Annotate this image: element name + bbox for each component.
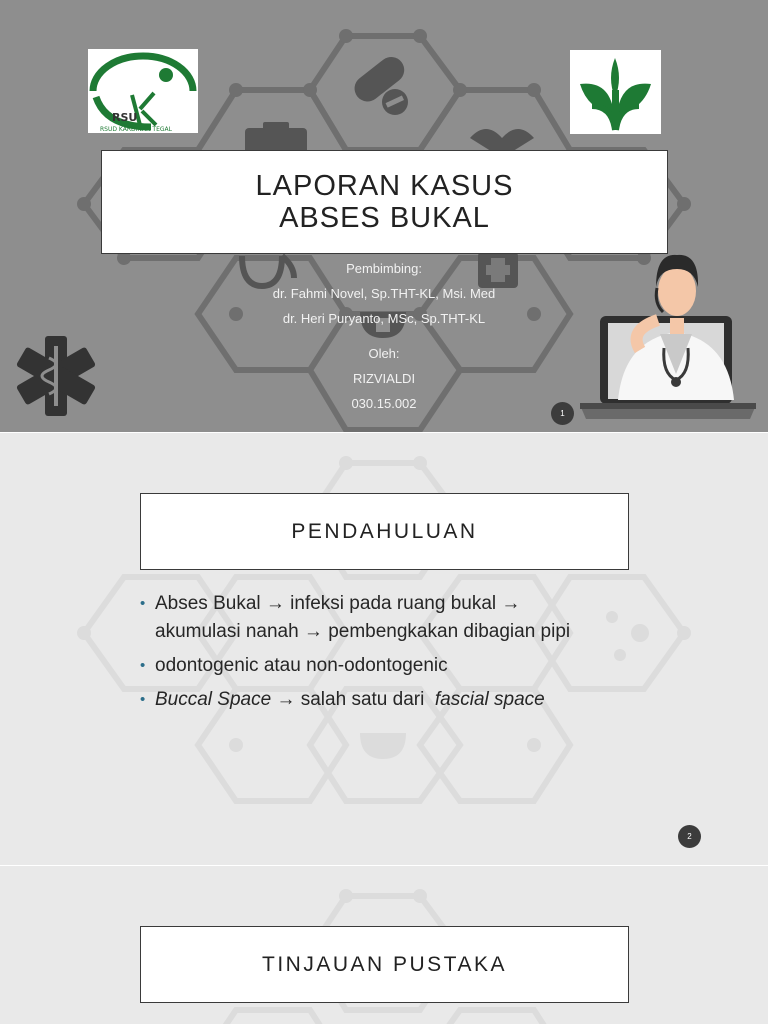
advisor-1: dr. Fahmi Novel, Sp.THT-KL, Msi. Med bbox=[272, 286, 496, 301]
university-logo bbox=[570, 50, 661, 134]
advisor-2: dr. Heri Puryanto, MSc, Sp.THT-KL bbox=[282, 311, 486, 326]
author-id: 030.15.002 bbox=[351, 396, 417, 411]
literature-review-slide bbox=[0, 866, 768, 1024]
bullet-dot-icon: • bbox=[140, 691, 146, 708]
author-label: Oleh: bbox=[368, 346, 400, 361]
list-item: • Abses Bukal → infeksi pada ruang bukal → akumulasi nanah → pembengkakan dibagian pipi bbox=[140, 590, 640, 646]
page-number: 2 bbox=[678, 825, 701, 848]
list-item: • Buccal Space → salah satu dari fascial space bbox=[140, 686, 640, 714]
title-line-1: LAPORAN KASUS bbox=[255, 170, 514, 202]
advisor-label: Pembimbing: bbox=[346, 261, 422, 276]
list-item: • odontogenic atau non-odontogenic bbox=[140, 652, 640, 680]
title-slide bbox=[0, 0, 768, 432]
introduction-slide bbox=[0, 433, 768, 865]
rsud-kardinah-logo bbox=[88, 49, 198, 133]
svg-text:RSU: RSU bbox=[112, 111, 138, 124]
bullet-dot-icon: • bbox=[140, 657, 146, 674]
star-of-life-icon bbox=[16, 336, 96, 416]
logo-left-text: RSUD KARDINAH TEGAL bbox=[100, 126, 172, 133]
bullet-list bbox=[140, 590, 640, 720]
page-number: 1 bbox=[551, 402, 574, 425]
section-title-box bbox=[140, 926, 629, 1003]
section-title: TINJAUAN PUSTAKA bbox=[262, 952, 507, 976]
bullet-dot-icon: • bbox=[140, 595, 146, 612]
title-line-2: ABSES BUKAL bbox=[279, 202, 490, 234]
doctor-laptop-illustration bbox=[580, 255, 756, 419]
section-title: PENDAHULUAN bbox=[291, 519, 478, 543]
section-title-box bbox=[140, 493, 629, 570]
author-name: RIZVIALDI bbox=[352, 371, 416, 386]
title-box bbox=[101, 150, 668, 254]
credits bbox=[234, 256, 534, 416]
pill-icon bbox=[349, 52, 409, 115]
